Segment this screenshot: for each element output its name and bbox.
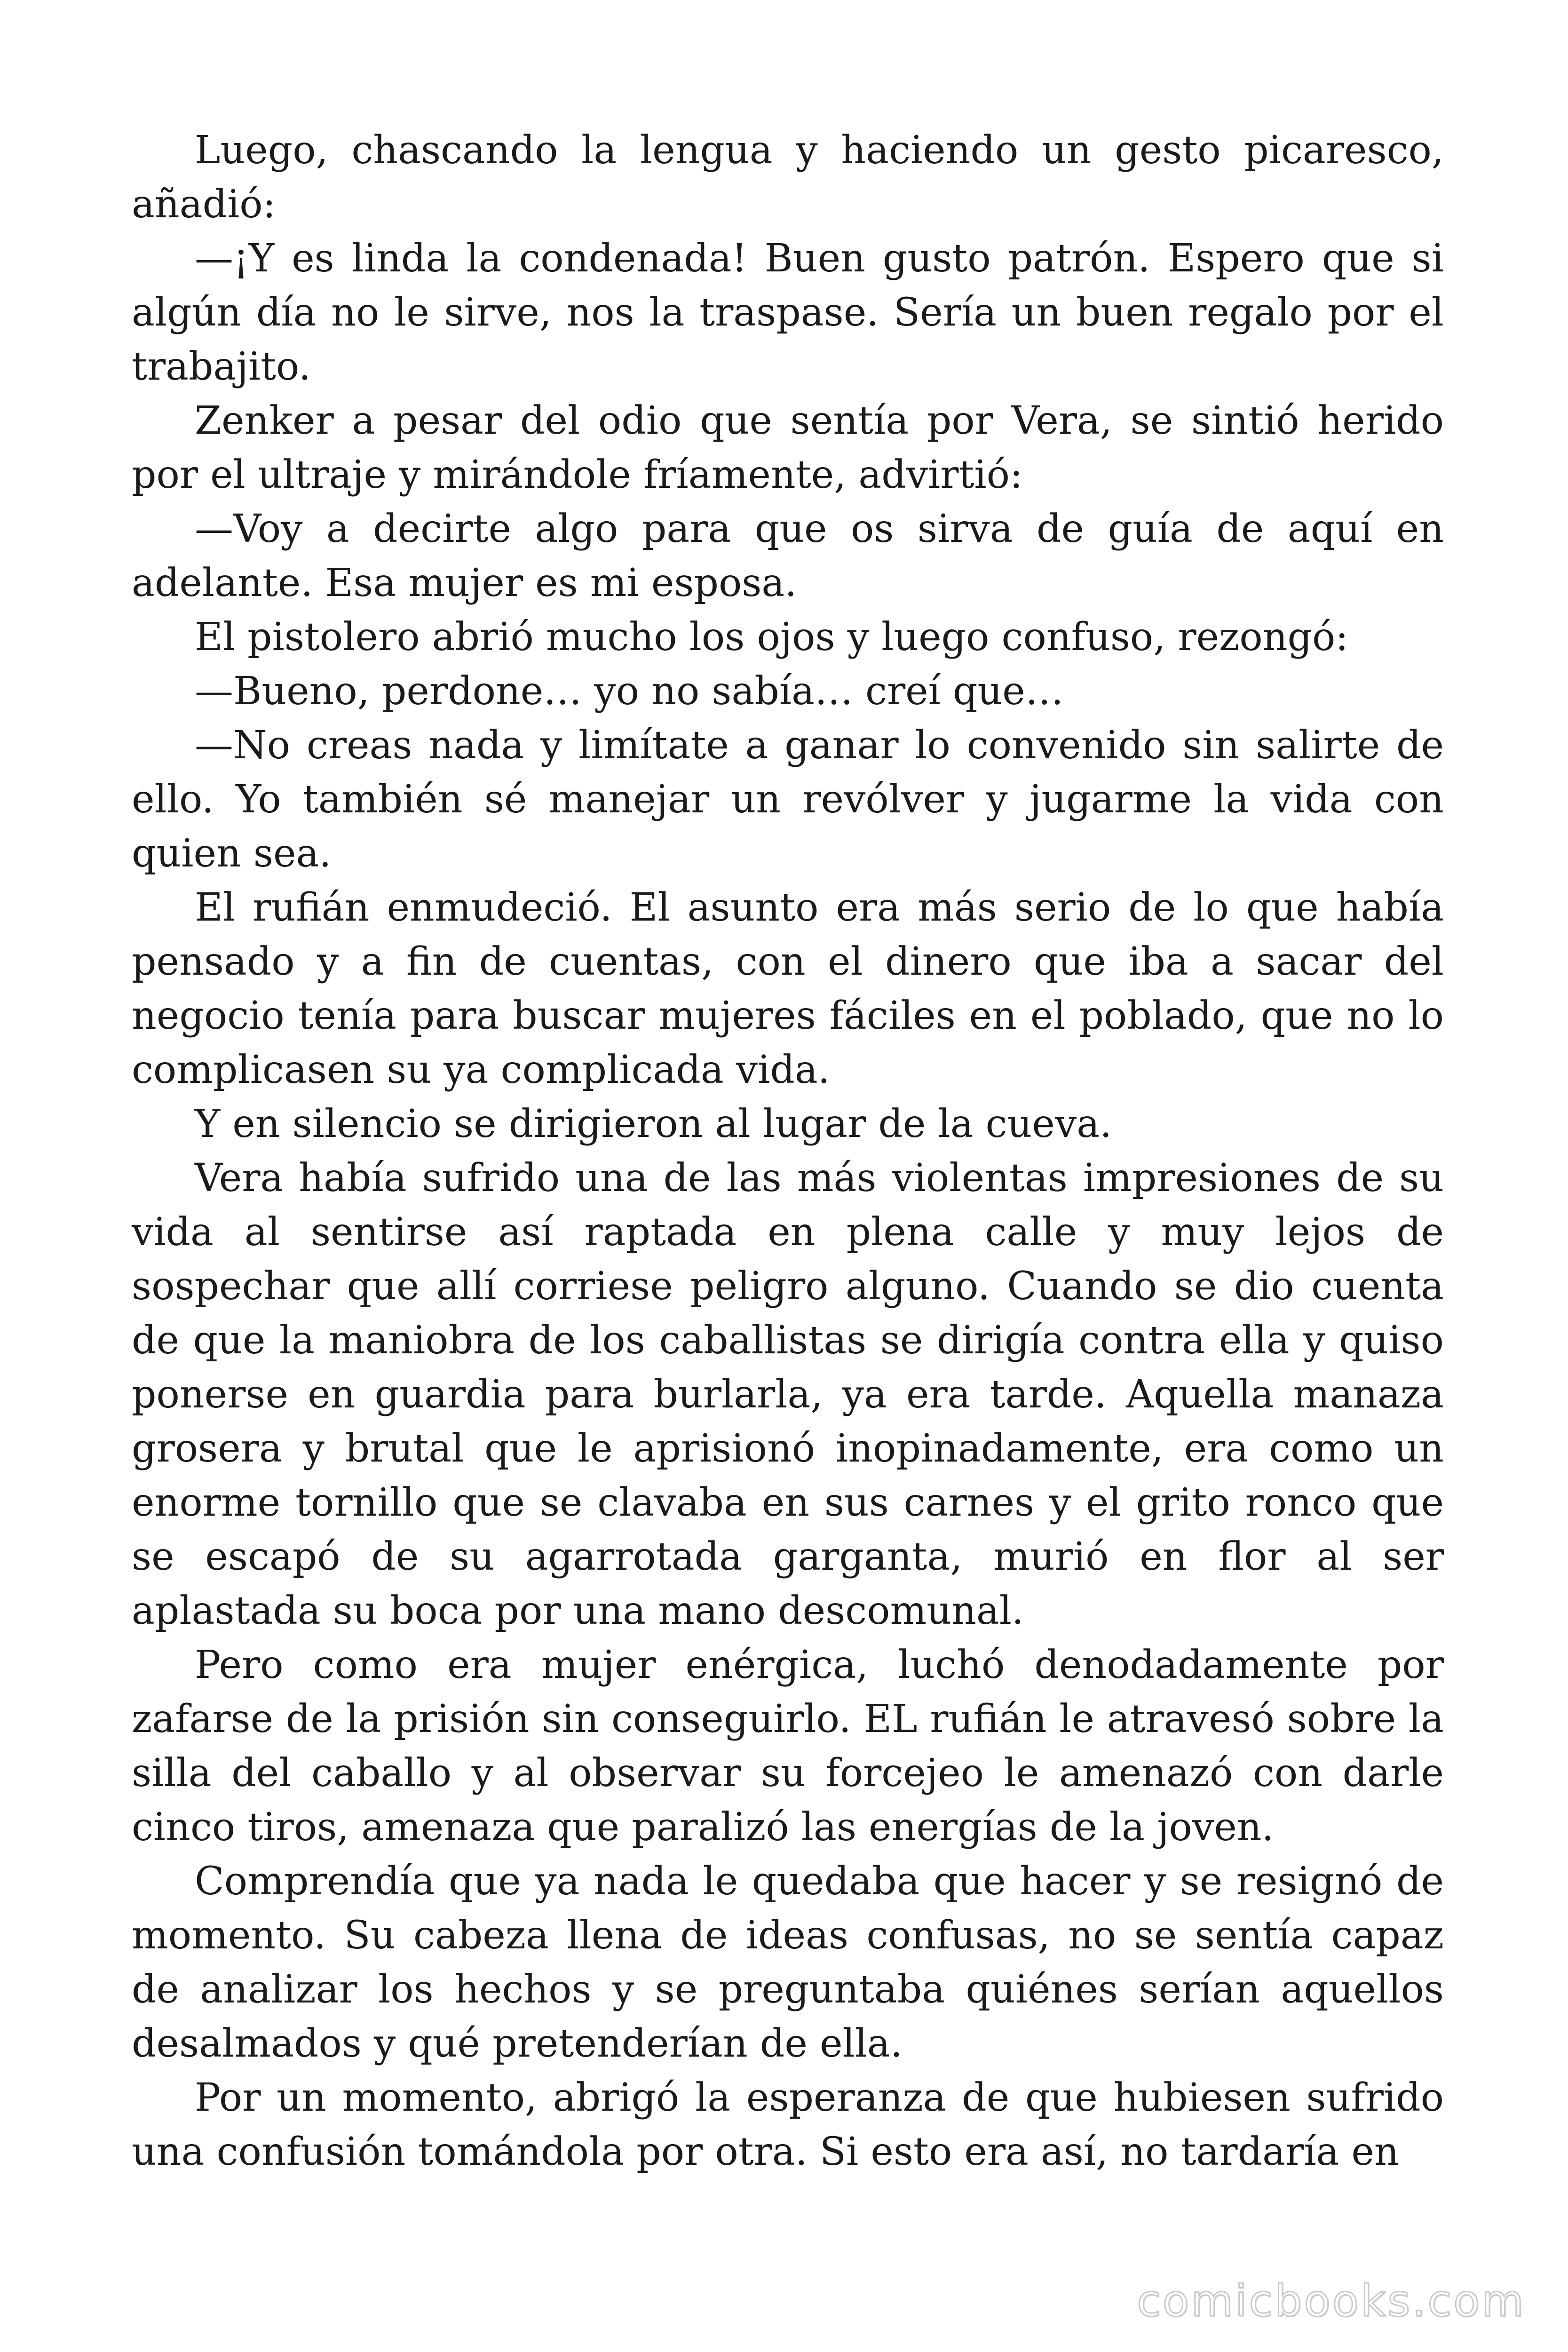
paragraph: Y en silencio se dirigieron al lugar de la cueva. — [195, 1102, 1112, 1146]
paragraph: El pistolero abrió mucho los ojos y luego confuso, rezongó: — [195, 615, 1348, 660]
paragraph: —Bueno, perdone… yo no sabía… creí que… — [195, 669, 1064, 714]
watermark: comicbooks.com — [1137, 2276, 1526, 2326]
paragraph: —Voy a decirte algo para que os sirva de guía de aquí en adelante. Esa mujer es mi esposa. — [132, 507, 1444, 605]
paragraph: Vera había sufrido una de las más violentas impresiones de su vida al sentirse así raptada en plena calle y muy lejos de sospechar que allí corriese peligro alguno. Cuando se dio cuenta de que la maniobra de los caballistas se dirigía contra ella y quiso ponerse en guardia para burlarla, ya era tarde. Aquella manaza grosera y brutal que le aprisionó inopinadamente, era como un enorme tornillo que se clavaba en sus carnes y el grito ronco que se escapó de su agarrotada garganta, murió en flor al ser aplastada su boca por una mano descomunal. — [132, 1156, 1444, 1633]
paragraph: —¡Y es linda la condenada! Buen gusto patrón. Espero que si algún día no le sirve, nos la traspase. Sería un buen regalo por el trabajito. — [132, 236, 1444, 389]
paragraph: Luego, chascando la lengua y haciendo un gesto picaresco, añadió: — [132, 128, 1444, 227]
paragraph: —No creas nada y limítate a ganar lo convenido sin salirte de ello. Yo también sé manejar un revólver y jugarme la vida con quien sea. — [132, 723, 1444, 876]
paragraph: Pero como era mujer enérgica, luchó denodadamente por zafarse de la prisión sin conseguirlo. EL rufián le atravesó sobre la silla del caballo y al observar su forcejeo le amenazó con darle cinco tiros, amenaza que paralizó las energías de la joven. — [132, 1643, 1444, 1850]
paragraph: El rufián enmudeció. El asunto era más serio de lo que había pensado y a fin de cuentas, con el dinero que iba a sacar del negocio tenía para buscar mujeres fáciles en el poblado, que no lo complicasen su ya complicada vida. — [132, 885, 1444, 1092]
paragraph: Por un momento, abrigó la esperanza de que hubiesen sufrido una confusión tomándola por otra. Si esto era así, no tardaría en — [132, 2075, 1444, 2174]
paragraph: Comprendía que ya nada le quedaba que hacer y se resignó de momento. Su cabeza llena de ideas confusas, no se sentía capaz de analizar los hechos y se preguntaba quiénes serían aquellos desalmados y qué pretenderían de ella. — [132, 1859, 1444, 2066]
paragraph: Zenker a pesar del odio que sentía por Vera, se sintió herido por el ultraje y mirándole fríamente, advirtió: — [132, 398, 1444, 497]
page-body — [132, 123, 1444, 2179]
